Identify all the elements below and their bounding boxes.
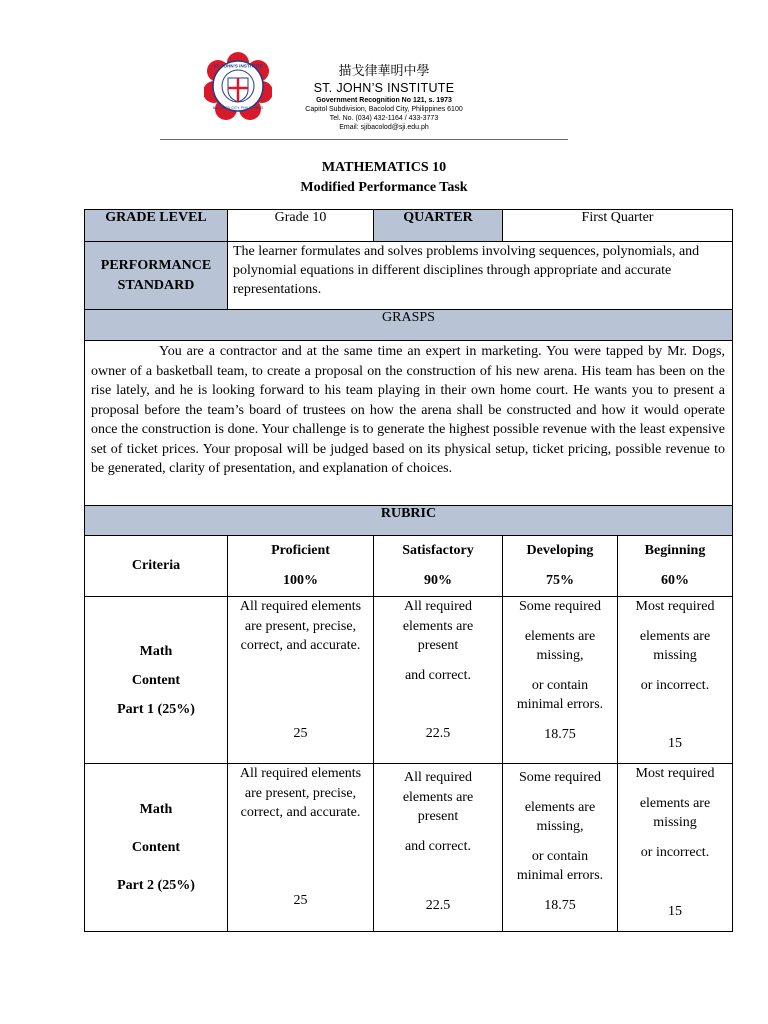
rubric-heading-row xyxy=(85,506,733,536)
school-phone: Tel. No. (034) 432-1164 / 433-3773 xyxy=(329,115,439,122)
score: 25 xyxy=(293,892,308,908)
quarter-value: First Quarter xyxy=(503,210,733,242)
seal-text-bottom: BACOLOD CITY, PHILIPPINES xyxy=(212,106,264,110)
level-name: Proficient xyxy=(271,543,330,558)
school-info xyxy=(294,64,474,132)
score: 15 xyxy=(668,736,682,751)
document-task-title: Modified Performance Task xyxy=(300,180,468,195)
descriptor-line: Some required xyxy=(518,599,602,614)
rubric-level-row xyxy=(85,536,733,597)
grade-level-label: GRADE LEVEL xyxy=(85,210,228,242)
descriptor-line: missing, xyxy=(536,648,584,663)
rubric-cell-satisfactory xyxy=(374,597,503,764)
descriptor-line: correct, and accurate. xyxy=(240,638,361,653)
school-address: Capitol Subdivision, Bacolod City, Philippines 6100 xyxy=(305,106,463,113)
level-satisfactory xyxy=(374,536,503,597)
criteria-line: Math xyxy=(139,801,173,817)
letterhead xyxy=(160,50,568,142)
criteria-line: Part 2 (25%) xyxy=(117,877,195,893)
performance-task-table xyxy=(84,209,733,932)
score: 22.5 xyxy=(425,726,451,741)
criteria-header: Criteria xyxy=(85,536,228,597)
grasps-body-row xyxy=(85,341,733,506)
level-developing xyxy=(503,536,618,597)
descriptor-line: or contain xyxy=(531,848,589,864)
score: 18.75 xyxy=(544,897,576,913)
rubric-cell-proficient xyxy=(228,597,374,764)
descriptor-line: or incorrect. xyxy=(640,677,710,693)
school-chinese-name: 描戈律華明中學 xyxy=(338,64,430,79)
level-name: Developing xyxy=(526,543,594,558)
descriptor-line: present xyxy=(417,638,459,653)
performance-standard-row xyxy=(85,242,733,310)
grade-level-value: Grade 10 xyxy=(228,210,374,242)
descriptor-line: All required elements xyxy=(239,599,362,614)
descriptor-line: All required xyxy=(403,599,473,614)
descriptor-line: missing xyxy=(653,815,697,830)
descriptor-line: Most required xyxy=(635,766,715,781)
descriptor-line: correct, and accurate. xyxy=(240,805,361,820)
level-percent: 60% xyxy=(661,573,689,588)
descriptor-line: elements are xyxy=(639,795,711,811)
criteria-line: Content xyxy=(131,839,181,855)
level-percent: 75% xyxy=(546,573,574,588)
quarter-label: QUARTER xyxy=(374,210,503,242)
descriptor-line: elements are xyxy=(524,628,596,644)
criteria-line: Math xyxy=(139,643,173,659)
criteria-line: Content xyxy=(131,672,181,688)
score: 18.75 xyxy=(544,726,576,742)
descriptor-line: minimal errors. xyxy=(516,868,604,883)
rubric-cell-proficient xyxy=(228,764,374,932)
level-name: Satisfactory xyxy=(402,543,474,558)
score: 15 xyxy=(668,904,682,919)
grade-quarter-row xyxy=(85,210,733,242)
criteria-cell xyxy=(85,597,228,764)
school-recognition: Government Recognition No 121, s. 1973 xyxy=(316,97,452,104)
level-proficient xyxy=(228,536,374,597)
descriptor-line: are present, precise, xyxy=(244,618,357,634)
rubric-cell-developing xyxy=(503,597,618,764)
document-subject: MATHEMATICS 10 xyxy=(321,160,447,175)
grasps-text-cell xyxy=(85,341,733,506)
score: 25 xyxy=(293,725,308,741)
school-name: ST. JOHN’S INSTITUTE xyxy=(313,81,455,95)
descriptor-line: or contain xyxy=(531,677,589,693)
grasps-text: You are a contractor and at the same time an expert in marketing. You were tapped by Mr. Dogs, owner of a basketball team, to create a proposal on the construction of his new arena. His team has been on the rise lately, and he is looking forward to his team playing in their own home court. He wants you to present a proposal before the team’s board of trustees on how the arena shall be constructed and how it would operate once the construction is done. Your challenge is to generate the highest possible revenue with the least expensive set of ticket prices. Your proposal will be judged based on its physical setup, ticket pricing, possible revenue to be generated, clarity of presentation, and explanation of choices. xyxy=(91,344,725,476)
rubric-cell-developing xyxy=(503,764,618,932)
descriptor-line: missing xyxy=(653,648,697,663)
rubric-heading: RUBRIC xyxy=(85,506,733,536)
level-name: Beginning xyxy=(644,543,706,558)
descriptor-line: elements are xyxy=(524,799,596,815)
rubric-row-part2 xyxy=(85,764,733,932)
descriptor-line: Most required xyxy=(635,599,715,614)
descriptor-line: are present, precise, xyxy=(244,785,357,801)
grasps-heading-row xyxy=(85,310,733,341)
descriptor-line: minimal errors. xyxy=(516,697,604,712)
descriptor-line: elements are xyxy=(402,789,474,805)
descriptor-line: elements are xyxy=(402,618,474,634)
school-seal-icon xyxy=(204,52,272,120)
school-email: Email: sjibacolod@sji.edu.ph xyxy=(339,124,429,131)
rubric-cell-beginning xyxy=(618,597,733,764)
rubric-cell-satisfactory xyxy=(374,764,503,932)
criteria-cell xyxy=(85,764,228,932)
seal-text-top: ST. JOHN'S INSTITUTE xyxy=(213,63,263,69)
rubric-row-part1 xyxy=(85,597,733,764)
descriptor-line: missing, xyxy=(536,819,584,834)
descriptor-line: Some required xyxy=(518,770,602,785)
level-percent: 100% xyxy=(283,573,318,588)
score: 22.5 xyxy=(425,898,451,913)
level-beginning xyxy=(618,536,733,597)
grasps-heading: GRASPS xyxy=(85,310,733,341)
descriptor-line: or incorrect. xyxy=(640,844,710,860)
letterhead-divider xyxy=(160,139,568,140)
performance-standard-value: The learner formulates and solves problems involving sequences, polynomials, and polynomial equations in different disciplines through appropriate and accurate representations. xyxy=(228,242,733,310)
rubric-cell-beginning xyxy=(618,764,733,932)
descriptor-line: elements are xyxy=(639,628,711,644)
performance-standard-label: PERFORMANCE STANDARD xyxy=(85,242,228,310)
descriptor-line: and correct. xyxy=(404,667,472,683)
descriptor-line: and correct. xyxy=(404,838,472,854)
descriptor-line: All required elements xyxy=(239,766,362,781)
descriptor-line: present xyxy=(417,809,459,824)
criteria-line: Part 1 (25%) xyxy=(117,701,195,717)
level-percent: 90% xyxy=(424,573,452,588)
descriptor-line: All required xyxy=(403,770,473,785)
